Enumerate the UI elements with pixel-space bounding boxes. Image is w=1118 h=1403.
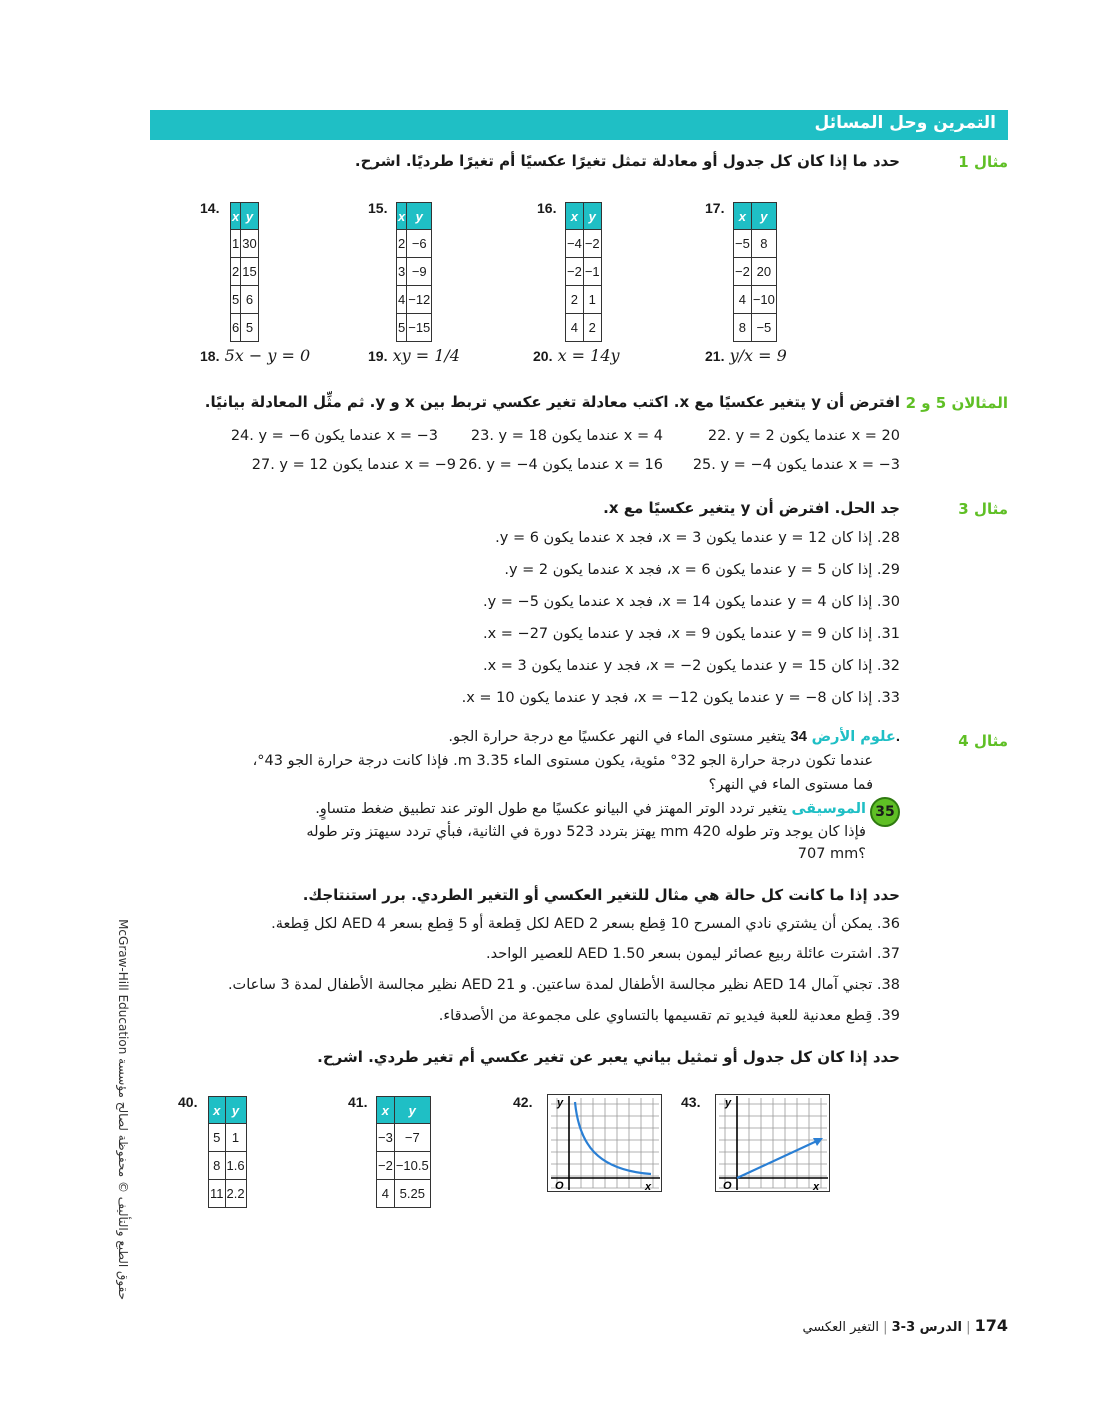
problem-number: 21.	[705, 348, 725, 364]
xy-table-16	[565, 202, 602, 342]
page-number: 174	[974, 1316, 1008, 1335]
problem-35-line2: فإذا كان يوجد وتر طوله 420 mm يهتز بتردد 523 دورة في الثانية، فبأي تردد سيهتز وتر طوله	[306, 824, 866, 840]
table-row	[377, 1152, 431, 1180]
cell: −1	[583, 258, 601, 286]
problem-27: 27. y = 12 عندما يكون x = −9	[251, 457, 456, 473]
cell: −2	[734, 258, 752, 286]
cell: 6	[231, 314, 241, 342]
table-row	[231, 258, 259, 286]
cell: −5	[734, 230, 752, 258]
table-row	[566, 314, 602, 342]
problem-34-text: يتغير مستوى الماء في النهر عكسيًا مع درجة حرارة الجو.	[448, 729, 786, 745]
footer-topic: التغير العكسي	[802, 1320, 879, 1335]
table-row	[566, 286, 602, 314]
table-row	[231, 230, 259, 258]
equation-expr: 5x − y = 0	[224, 346, 311, 365]
table-row	[377, 1180, 431, 1208]
example-label-3: مثال 3	[958, 500, 1008, 518]
problem-33: 33. إذا كان y = −8 عندما يكون x = −12، فجد y عندما يكون x = 10.	[461, 690, 900, 706]
footer-separator: |	[883, 1320, 888, 1335]
table-row	[209, 1152, 247, 1180]
cell: 2	[583, 314, 601, 342]
problem-24: 24. y = −6 عندما يكون x = −3	[230, 428, 438, 444]
cell: −12	[407, 286, 432, 314]
problem-number: 14.	[200, 200, 220, 216]
cell: 6	[241, 286, 258, 314]
x-label: x	[645, 1181, 652, 1193]
y-label: y	[725, 1097, 732, 1109]
cell: −9	[407, 258, 432, 286]
xy-table-14	[230, 202, 259, 342]
instruction-3: جد الحل. افترض أن y يتغير عكسيًا مع x.	[603, 499, 900, 517]
cell: −3	[377, 1124, 395, 1152]
problem-39: 39. قِطع معدنية للعبة فيديو تم تقسيمها بالتساوي على مجموعة من الأصدقاء.	[438, 1008, 900, 1024]
problem-35-line3: 707 mm؟	[797, 846, 866, 862]
cell: 11	[209, 1180, 226, 1208]
table-row	[566, 258, 602, 286]
header-x: x	[566, 203, 584, 230]
problem-38: 38. تجني آمال AED 14 نظير مجالسة الأطفال لمدة ساعتين. و AED 21 نظير مجالسة الأطفال لمدة 3 ساعات.	[227, 977, 900, 993]
cell: 1.6	[225, 1152, 246, 1180]
table-row	[209, 1180, 247, 1208]
cell: 2	[397, 230, 407, 258]
problem-number: 40.	[178, 1094, 198, 1110]
problem-number: 15.	[368, 200, 388, 216]
cell: 2	[231, 258, 241, 286]
cell: 5	[397, 314, 407, 342]
equation-expr: x = 14y	[557, 346, 620, 365]
graph-frame	[548, 1095, 662, 1192]
header-y: y	[394, 1097, 430, 1124]
cell: 4	[734, 286, 752, 314]
equation-19	[368, 346, 460, 365]
problem-number: 43.	[681, 1094, 701, 1110]
table-row	[397, 258, 432, 286]
cell: −15	[407, 314, 432, 342]
problem-28: 28. إذا كان y = 12 عندما يكون x = 3، فجد x عندما يكون y = 6.	[495, 530, 900, 546]
problem-number: 16.	[537, 200, 557, 216]
problem-31: 31. إذا كان y = 9 عندما يكون x = 9، فجد y عندما يكون x = −27.	[482, 626, 900, 642]
problem-30: 30. إذا كان y = 4 عندما يكون x = 14، فجد x عندما يكون y = −5.	[483, 594, 900, 610]
xy-table-40	[208, 1096, 247, 1208]
cell: 5	[209, 1124, 226, 1152]
table-row	[209, 1124, 247, 1152]
table-row	[397, 286, 432, 314]
table-row	[377, 1124, 431, 1152]
cell: −4	[566, 230, 584, 258]
cell: 8	[734, 314, 752, 342]
problem-22: 22. y = 2 عندما يكون x = 20	[707, 428, 900, 444]
cell: 3	[397, 258, 407, 286]
footer-lesson: الدرس 3-3	[891, 1320, 962, 1335]
example-label-4: مثال 4	[958, 732, 1008, 750]
table-row	[397, 230, 432, 258]
xy-table-17	[733, 202, 777, 342]
table-row	[734, 314, 777, 342]
graph-42	[547, 1094, 667, 1194]
copyright-text: حقوق الطبع والتأليف © محفوظة لصالح مؤسسة McGraw-Hill Education	[116, 919, 130, 1300]
table-row	[231, 314, 259, 342]
problem-35-number: 35	[870, 797, 900, 827]
header-y: y	[241, 203, 258, 230]
equation-18	[200, 346, 310, 365]
equation-20	[533, 346, 620, 365]
cell: −2	[583, 230, 601, 258]
footer-separator: |	[966, 1320, 971, 1335]
cell: 2	[566, 286, 584, 314]
instruction-6: حدد إذا كان كل جدول أو تمثيل بياني يعبر عن تغير عكسي أم تغير طردي. اشرح.	[317, 1048, 900, 1066]
equation-expr: xy = 1/4	[392, 346, 460, 365]
problem-34-tag: علوم الأرض	[811, 729, 896, 745]
cell: −10	[751, 286, 776, 314]
header-y: y	[225, 1097, 246, 1124]
header-x: x	[397, 203, 407, 230]
problem-34-number: 34.	[790, 728, 900, 745]
header-y: y	[407, 203, 432, 230]
example-label-2: المثالان 5 و 2	[905, 394, 1008, 412]
problem-25: 25. y = −4 عندما يكون x = −3	[692, 457, 900, 473]
xy-table-41	[376, 1096, 431, 1208]
header-y: y	[583, 203, 601, 230]
cell: 5	[231, 286, 241, 314]
equation-21	[705, 346, 787, 365]
cell: −5	[751, 314, 776, 342]
problem-23: 23. y = 18 عندما يكون x = 4	[470, 428, 663, 444]
cell: 1	[231, 230, 241, 258]
cell: 5.25	[394, 1180, 430, 1208]
example-label-1: مثال 1	[958, 153, 1008, 171]
origin-label: O	[555, 1180, 564, 1192]
page-footer	[803, 1316, 1009, 1335]
origin-label: O	[723, 1180, 732, 1192]
cell: 20	[751, 258, 776, 286]
curve	[575, 1102, 651, 1174]
problem-number: 19.	[368, 348, 388, 364]
instruction-5: حدد إذا ما كانت كل حالة هي مثال للتغير العكسي أو التغير الطردي. برر استنتاجك.	[302, 886, 900, 904]
copyright-sidebar	[112, 880, 132, 1300]
cell: −10.5	[394, 1152, 430, 1180]
header-y: y	[751, 203, 776, 230]
cell: 8	[209, 1152, 226, 1180]
problem-35-tag: الموسيقى	[791, 801, 866, 817]
problem-number: 17.	[705, 200, 725, 216]
table-row	[734, 230, 777, 258]
section-banner	[150, 110, 1008, 140]
table-row	[734, 286, 777, 314]
problem-32: 32. إذا كان y = 15 عندما يكون x = −2، فجد y عندما يكون x = 3.	[483, 658, 900, 674]
banner-title: التمرين وحل المسائل	[814, 113, 996, 133]
problem-number: 42.	[513, 1094, 533, 1110]
cell: 1	[225, 1124, 246, 1152]
table-row	[397, 314, 432, 342]
problem-36: 36. يمكن أن يشتري نادي المسرح 10 قِطع بسعر AED 2 لكل قِطعة أو 5 قِطع بسعر AED 4 لكل قِطعة.	[271, 916, 900, 932]
problem-26: 26. y = −4 عندما يكون x = 16	[458, 457, 663, 473]
table-row	[231, 286, 259, 314]
problem-35-text: يتغير تردد الوتر المهتز في البيانو عكسيًا مع طول الوتر عند تطبيق ضغط متساوٍ.	[315, 801, 787, 817]
problem-number: 18.	[200, 348, 220, 364]
cell: 4	[566, 314, 584, 342]
cell: 4	[377, 1180, 395, 1208]
cell: 1	[583, 286, 601, 314]
instruction-2: افترض أن y يتغير عكسيًا مع x. اكتب معادلة تغير عكسي تربط بين x و y. ثم مثِّل المعادلة بيانيًا.	[204, 393, 900, 411]
problem-34-head	[448, 728, 900, 745]
equation-expr: y/x = 9	[729, 346, 787, 365]
cell: 30	[241, 230, 258, 258]
problem-34-line3: فما مستوى الماء في النهر؟	[708, 777, 873, 793]
problem-number: 20.	[533, 348, 553, 364]
instruction-1: حدد ما إذا كان كل جدول أو معادلة تمثل تغيرًا عكسيًا أم تغيرًا طرديًا. اشرح.	[354, 152, 900, 170]
cell: −7	[394, 1124, 430, 1152]
problem-37: 37. اشترت عائلة ربيع عصائر ليمون بسعر AED 1.50 للعصير الواحد.	[486, 946, 900, 962]
x-label: x	[813, 1181, 820, 1193]
y-label: y	[557, 1097, 564, 1109]
cell: 8	[751, 230, 776, 258]
problem-34-line2: عندما تكون درجة حرارة الجو 32° مئوية، يكون مستوى الماء 3.35 m. فإذا كانت درجة حرارة الجو 43°،	[252, 753, 873, 769]
cell: −2	[566, 258, 584, 286]
header-x: x	[377, 1097, 395, 1124]
cell: −6	[407, 230, 432, 258]
cell: −2	[377, 1152, 395, 1180]
header-x: x	[734, 203, 752, 230]
cell: 15	[241, 258, 258, 286]
cell: 2.2	[225, 1180, 246, 1208]
problem-35-head	[315, 801, 866, 817]
table-row	[566, 230, 602, 258]
xy-table-15	[396, 202, 432, 342]
problem-number: 41.	[348, 1094, 368, 1110]
grid	[551, 1098, 659, 1188]
header-x: x	[209, 1097, 226, 1124]
cell: 4	[397, 286, 407, 314]
header-x: x	[231, 203, 241, 230]
cell: 5	[241, 314, 258, 342]
table-row	[734, 258, 777, 286]
problem-29: 29. إذا كان y = 5 عندما يكون x = 6، فجد x عندما يكون y = 2.	[504, 562, 900, 578]
graph-43	[715, 1094, 835, 1194]
